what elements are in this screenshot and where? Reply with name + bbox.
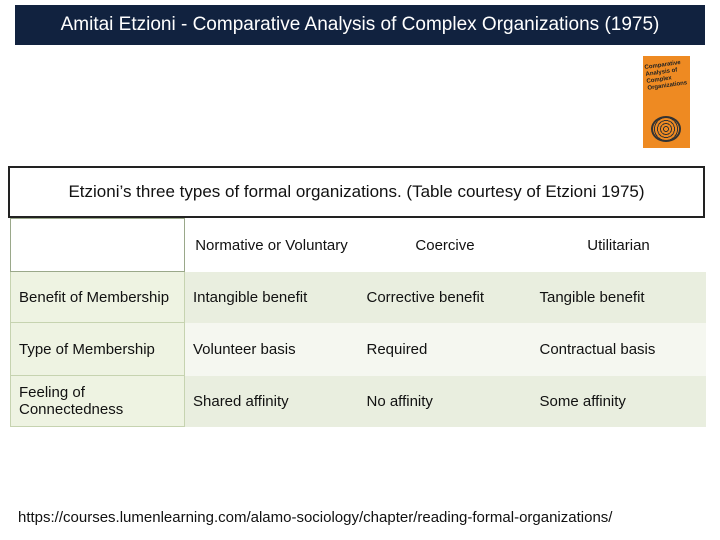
book-cover-text: Comparative Analysis of Complex Organizations xyxy=(644,59,688,92)
table-row xyxy=(11,323,706,376)
row-label: Benefit of Membership xyxy=(11,272,185,323)
row-label: Type of Membership xyxy=(11,323,185,376)
table-cell: Some affinity xyxy=(532,376,706,427)
organizations-table xyxy=(10,218,706,427)
table-cell: Tangible benefit xyxy=(532,272,706,323)
source-url-link[interactable]: https://courses.lumenlearning.com/alamo-sociology/chapter/reading-formal-organizations/ xyxy=(18,509,613,526)
slide-title-text: Amitai Etzioni - Comparative Analysis of Complex Organizations (1975) xyxy=(60,14,660,35)
table-caption xyxy=(8,166,705,218)
slide-title xyxy=(15,5,705,45)
table-row xyxy=(11,272,706,323)
book-cover-icon xyxy=(643,56,690,148)
book-seal-icon xyxy=(651,116,681,142)
table-cell: Shared affinity xyxy=(185,376,359,427)
column-header-utilitarian: Utilitarian xyxy=(587,236,650,254)
column-header-coercive: Coercive xyxy=(415,236,475,254)
table-caption-text: Etzioni’s three types of formal organizations. (Table courtesy of Etzioni 1975) xyxy=(68,182,645,201)
table-cell: No affinity xyxy=(359,376,532,427)
table-cell: Intangible benefit xyxy=(185,272,359,323)
table-cell: Volunteer basis xyxy=(185,323,359,376)
table-cell: Required xyxy=(359,323,532,376)
row-label: Feeling of Connectedness xyxy=(11,376,185,427)
table-header-row xyxy=(11,219,706,272)
table-cell: Contractual basis xyxy=(532,323,706,376)
column-header-normative: Normative or Voluntary xyxy=(195,236,348,254)
table-cell: Corrective benefit xyxy=(359,272,532,323)
header-corner-cell xyxy=(11,219,185,272)
table-row xyxy=(11,376,706,427)
